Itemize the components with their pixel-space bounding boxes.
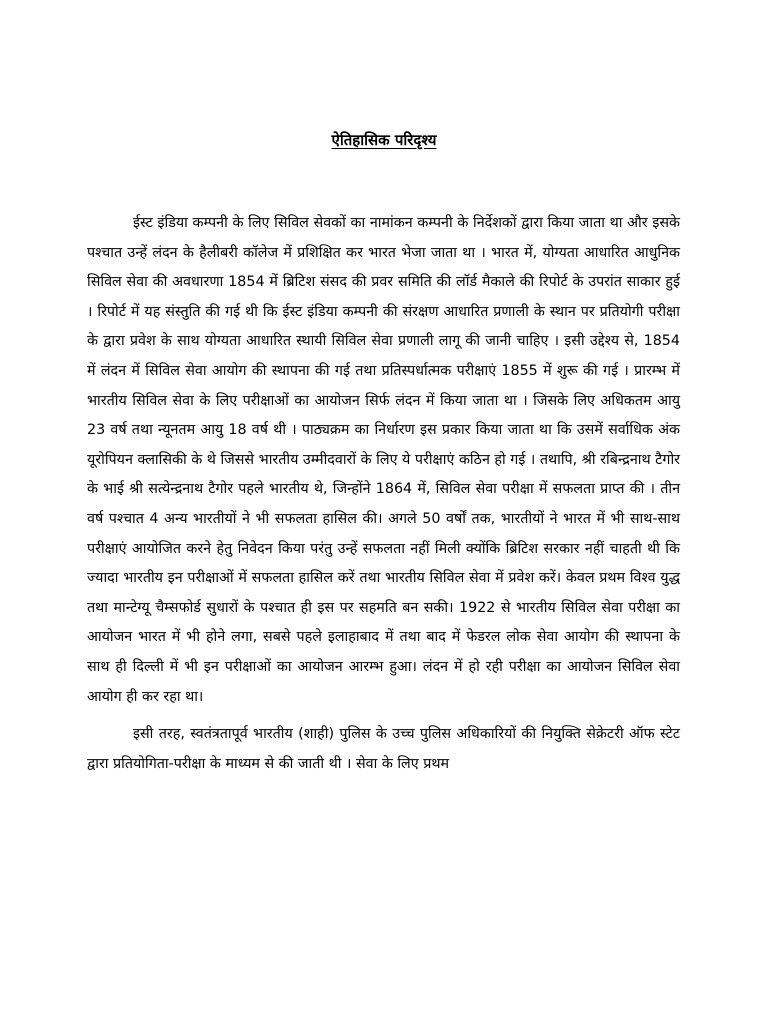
page-title: ऐतिहासिक परिदृश्य <box>331 131 437 149</box>
document-body <box>87 209 680 779</box>
paragraph-1: ईस्ट इंडिया कम्पनी के लिए सिविल सेवकों का नामांकन कम्पनी के निर्देशकों द्वारा किया जाता था और इसके पश्चात उन्हें लंदन के हैलीबरी कॉलेज में प्रशिक्षित कर भारत भेजा जाता था । भारत में, योग्यता आधारित आधुनिक सिविल सेवा की अवधारणा 1854 में ब्रिटिश संसद की प्रवर समिति की लॉर्ड मैकाले की रिपोर्ट के उपरांत साकार हुई । रिपोर्ट में यह संस्तुति की गई थी कि ईस्ट इंडिया कम्पनी की संरक्षण आधारित प्रणाली के स्थान पर प्रतियोगी परीक्षा के द्वारा प्रवेश के साथ योग्यता आधारित स्थायी सिविल सेवा प्रणाली लागू की जानी चाहिए । इसी उद्देश्य से, 1854 में लंदन में सिविल सेवा आयोग की स्थापना की गई तथा प्रतिस्पर्धात्मक परीक्षाएं 1855 में शुरू की गई । प्रारम्भ में भारतीय सिविल सेवा के लिए परीक्षाओं का आयोजन सिर्फ लंदन में किया जाता था । जिसके लिए अधिकतम आयु 23 वर्ष तथा न्यूनतम आयु 18 वर्ष थी । पाठ्यक्रम का निर्धारण इस प्रकार किया जाता था कि उसमें सर्वाधिक अंक यूरोपियन क्लासिकी के थे जिससे भारतीय उम्मीदवारों के लिए ये परीक्षाएं कठिन हो गई । तथापि, श्री रबिन्द्रनाथ टैगोर के भाई श्री सत्येन्द्रनाथ टैगोर पहले भारतीय थे, जिन्होंने 1864 में, सिविल सेवा परीक्षा में सफलता प्राप्त की । तीन वर्ष पश्चात 4 अन्य भारतीयों ने भी सफलता हासिल की। अगले 50 वर्षों तक, भारतीयों ने भारत में भी साथ-साथ परीक्षाएं आयोजित करने हेतु निवेदन किया परंतु उन्हें सफलता नहीं मिली क्योंकि ब्रिटिश सरकार नहीं चाहती थी कि ज्यादा भारतीय इन परीक्षाओं में सफलता हासिल करें तथा भारतीय सिविल सेवा में प्रवेश करें। केवल प्रथम विश्व युद्ध तथा मान्टेग्यू चैम्सफोर्ड सुधारों के पश्चात ही इस पर सहमति बन सकी। 1922 से भारतीय सिविल सेवा परीक्षा का आयोजन भारत में भी होने लगा, सबसे पहले इलाहाबाद में तथा बाद में फेडरल लोक सेवा आयोग की स्थापना के साथ ही दिल्ली में भी इन परीक्षाओं का आयोजन आरम्भ हुआ। लंदन में हो रही परीक्षा का आयोजन सिविल सेवा आयोग ही कर रहा था। <box>87 215 680 705</box>
paragraph-2: इसी तरह, स्वतंत्रतापूर्व भारतीय (शाही) पुलिस के उच्च पुलिस अधिकारियों की नियुक्ति सेक्रेटरी ऑफ स्टेट द्वारा प्रतियोगिता-परीक्षा के माध्यम से की जाती थी । सेवा के लिए प्रथम <box>87 726 680 772</box>
